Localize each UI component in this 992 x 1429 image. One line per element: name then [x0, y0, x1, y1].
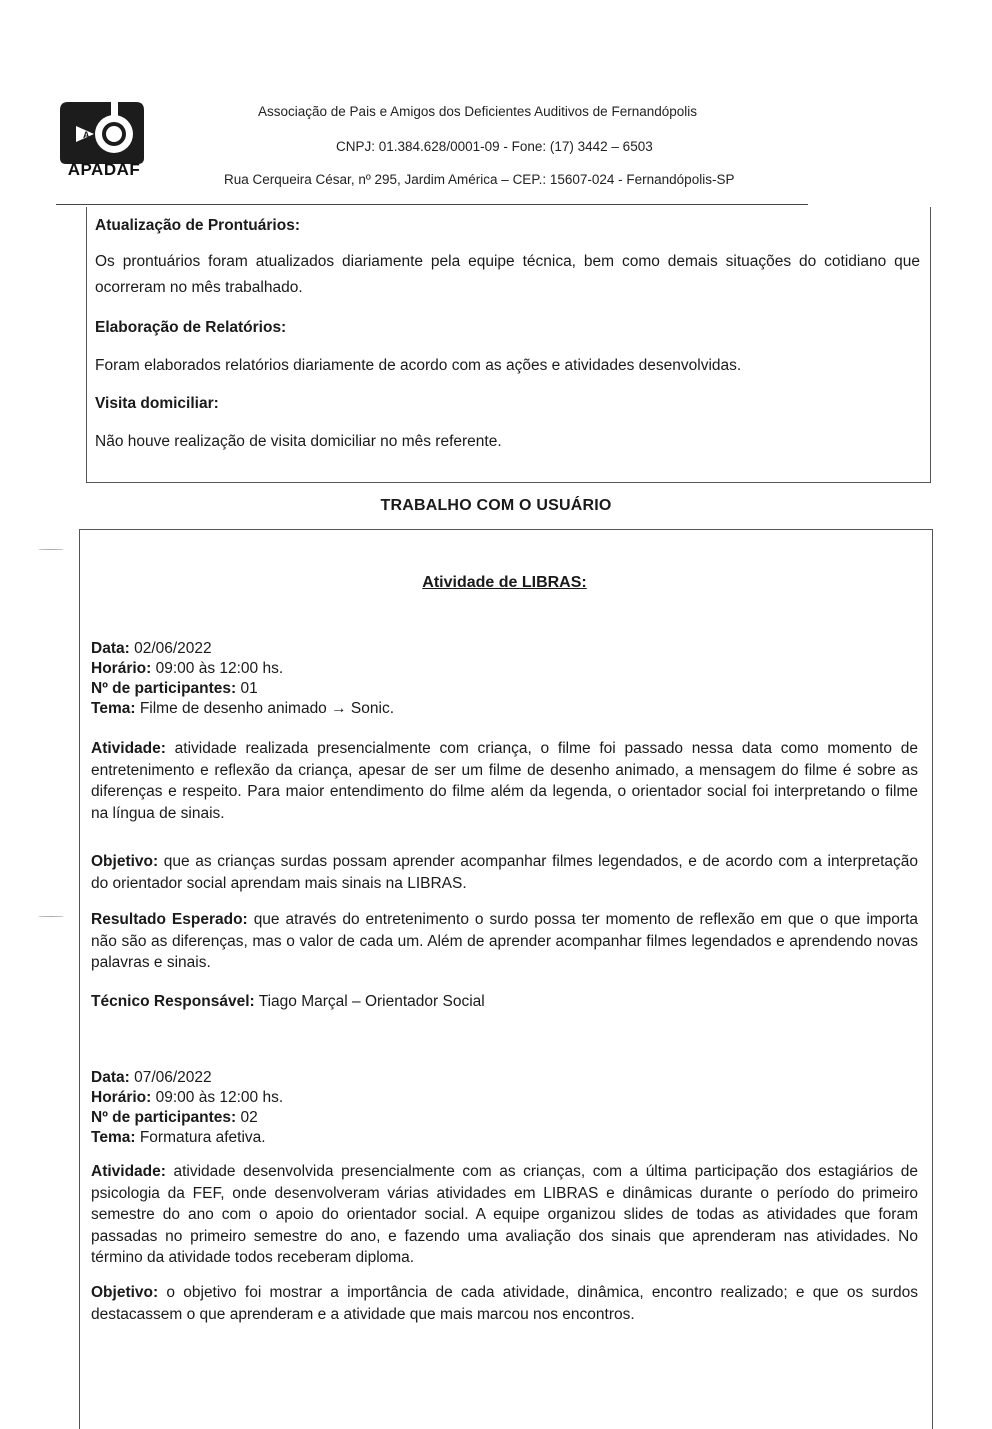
entry2-activity	[91, 1161, 918, 1269]
section-text-records: Os prontuários foram atualizados diariamente pela equipe técnica, bem como demais situações do cotidiano que ocorreram no mês trabalhado.	[95, 253, 920, 296]
label-date: Data:	[91, 640, 130, 657]
entry2-theme: Formatura afetiva.	[139, 1129, 266, 1146]
section-title-home-visit: Visita domiciliar:	[95, 395, 219, 412]
entry1-participants: 01	[240, 680, 258, 697]
scan-mark	[38, 549, 64, 551]
entry1-technician	[91, 991, 918, 1013]
entry1-participants-row	[91, 679, 918, 699]
header-cnpj-phone: CNPJ: 01.384.628/0001-09 - Fone: (17) 3442 – 6503	[336, 139, 653, 154]
section-text-reports: Foram elaborados relatórios diariamente de acordo com as ações e atividades desenvolvidas.	[95, 357, 742, 374]
entry1-date-row	[91, 639, 918, 659]
label-date: Data:	[91, 1069, 130, 1086]
label-time: Horário:	[91, 660, 152, 677]
entry2-objective	[91, 1282, 918, 1325]
entry2-theme-row	[91, 1128, 918, 1148]
label-theme: Tema:	[91, 1129, 136, 1146]
section-title-reports: Elaboração de Relatórios:	[95, 319, 287, 336]
entry1-theme-row	[91, 699, 918, 719]
label-time: Horário:	[91, 1089, 152, 1106]
entry1-objective-text: que as crianças surdas possam aprender acompanhar filmes legendados, e de acordo com a interpretação do orientador social aprendam mais sinais na LIBRAS.	[91, 853, 918, 892]
header-divider	[56, 204, 808, 205]
label-activity: Atividade:	[91, 740, 166, 757]
scan-mark	[38, 916, 64, 918]
entry2-activity-text: atividade desenvolvida presencialmente com as crianças, com a última participação dos estagiários de psicologia da FEF, onde desenvolveram várias atividades em LIBRAS e dinâmicas durante o período do primeiro semestre do ano com o apoio do orientador social. A equipe organizou slides de todas as atividades que foram passadas no primeiro semestre do ano, e fazendo uma avaliação dos sinais que aprenderam nas atividades. No término da atividade todos receberam diploma.	[91, 1163, 918, 1266]
header-organization-name: Associação de Pais e Amigos dos Deficientes Auditivos de Fernandópolis	[258, 104, 698, 119]
label-technician: Técnico Responsável:	[91, 993, 255, 1010]
label-expected-result: Resultado Esperado:	[91, 911, 248, 928]
records-section-box	[86, 207, 931, 483]
entry2-time: 09:00 às 12:00 hs.	[155, 1089, 284, 1106]
entry1-time: 09:00 às 12:00 hs.	[155, 660, 284, 677]
entry2-meta	[91, 1068, 918, 1148]
entry1-date: 02/06/2022	[134, 640, 212, 657]
entry1-technician-text: Tiago Marçal – Orientador Social	[258, 993, 485, 1010]
entry1-expected-result	[91, 909, 918, 974]
entry1-expected-result-text: que através do entretenimento o surdo possa ter momento de reflexão em que o que importa não são as diferenças, mas o valor de cada um. Além de aprender acompanhar filmes legendados e aprendendo novas palavras e sinais.	[91, 911, 919, 971]
label-participants: Nº de participantes:	[91, 680, 237, 697]
entry2-date-row	[91, 1068, 918, 1088]
entry1-activity	[91, 738, 918, 824]
entry2-participants: 02	[240, 1109, 258, 1126]
label-objective: Objetivo:	[91, 1284, 159, 1301]
label-participants: Nº de participantes:	[91, 1109, 237, 1126]
activity-section-box	[79, 529, 933, 1429]
section-title-records: Atualização de Prontuários:	[95, 217, 300, 234]
entry2-participants-row	[91, 1108, 918, 1128]
label-theme: Tema:	[91, 700, 136, 717]
section-text-home-visit: Não houve realização de visita domiciliar no mês referente.	[95, 433, 502, 450]
label-objective: Objetivo:	[91, 853, 159, 870]
main-section-title: TRABALHO COM O USUÁRIO	[380, 497, 612, 514]
entry1-objective	[91, 851, 918, 894]
entry2-time-row	[91, 1088, 918, 1108]
logo-text: APADAF	[67, 160, 141, 179]
activity-title: Atividade de LIBRAS:	[422, 574, 587, 591]
entry1-theme: Filme de desenho animado → Sonic.	[139, 700, 394, 717]
header-address: Rua Cerqueira César, nº 295, Jardim América – CEP.: 15607-024 - Fernandópolis-SP	[224, 172, 735, 187]
entry1-meta	[91, 639, 918, 719]
entry2-objective-text: o objetivo foi mostrar a importância de cada atividade, dinâmica, encontro realizado; e que os surdos destacassem o que aprenderam e a atividade que mais marcou nos encontros.	[91, 1284, 918, 1323]
entry2-date: 07/06/2022	[134, 1069, 212, 1086]
svg-text:A: A	[83, 130, 90, 140]
entry1-time-row	[91, 659, 918, 679]
entry1-activity-text: atividade realizada presencialmente com criança, o filme foi passado nessa data como momento de entretenimento e reflexão da criança, apesar de ser um filme de desenho animado, a mensagem do filme é sobre as diferenças e respeito. Para maior entendimento do filme além da legenda, o orientador social foi interpretando o filme na língua de sinais.	[91, 740, 918, 822]
label-activity: Atividade:	[91, 1163, 166, 1180]
